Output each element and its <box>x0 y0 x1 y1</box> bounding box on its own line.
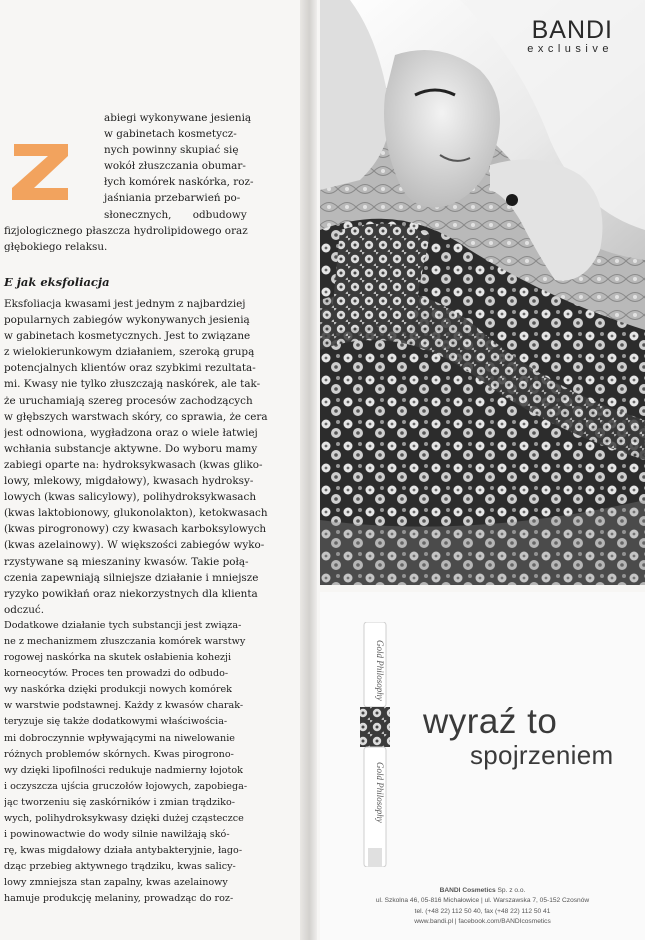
brand-name: BANDI <box>531 16 613 44</box>
body-line: ne z mechanizmem złuszczania komórek warstwy <box>4 635 246 647</box>
advert-footer <box>320 886 645 928</box>
body-line: czenia zapewniają silniejsze działanie i mniejsze <box>4 571 259 584</box>
product-name-top: Gold Philosophy <box>375 640 385 701</box>
lead-line: jaśniania przebarwień po- <box>104 192 241 205</box>
body-line: odczuć. <box>4 603 45 616</box>
article-lead <box>4 110 276 255</box>
body-line: rę, kwas migdałowy działa antybakteryjnie, łago- <box>4 845 243 857</box>
product-advert <box>320 592 645 940</box>
lead-line: abiegi wykonywane jesienią <box>104 112 252 124</box>
body-line: że uruchamiają szereg procesów zachodzących <box>4 394 253 407</box>
body-line: wchłania substancje aktywne. Do wyboru mamy <box>4 442 258 455</box>
product-tubes <box>356 622 396 867</box>
company-address: ul. Szkolna 46, 05-816 Michałowice | ul. Warszawska 7, 05-152 Czosnów <box>375 897 590 905</box>
body-line: ryzyko powikłań oraz niekorzystnych dla klienta <box>4 587 258 600</box>
lead-line: nych powinny skupiać się <box>104 144 239 157</box>
lead-line: łych komórek naskórka, roz- <box>104 176 254 189</box>
lead-line: fizjologicznego płaszcza hydrolipidowego oraz <box>4 224 248 237</box>
lead-line: w gabinetach kosmetycz- <box>104 128 237 141</box>
body-line: popularnych zabiegów wykonywanych jesienią <box>4 314 250 327</box>
body-line: rzystywane są mieszaniny kwasów. Takie połą- <box>4 555 249 568</box>
body-line: lowy, mlekowy, migdałowy), kwasach hydroksy- <box>4 475 254 488</box>
body-line: z wielokierunkowym działaniem, szeroką grupą <box>4 346 255 359</box>
slogan-line-2: spojrzeniem <box>470 740 614 770</box>
article-body <box>4 296 276 908</box>
body-line: i powinowactwie do wody silnie nawilżają skó- <box>4 829 230 841</box>
body-line: mi dobroczynnie wpływającymi na niwelowanie <box>4 732 235 744</box>
body-line: w warstwie podstawnej. Każdy z kwasów charak- <box>4 700 244 712</box>
body-line: lowy zmniejsza stan zapalny, kwas azelainowy <box>4 877 228 889</box>
lead-line: głębokiego relaksu. <box>4 240 108 253</box>
slogan-line-1: wyraź to <box>423 702 558 741</box>
body-line: mi. Kwasy nie tylko złuszczają naskórek, ale tak- <box>4 378 261 391</box>
body-line: teryzuje się także dodatkowymi właściwościa- <box>4 716 228 728</box>
lead-line: wokół złuszczania obumar- <box>104 160 246 173</box>
company-name: BANDI Cosmetics <box>439 887 496 894</box>
body-line: w gabinetach kosmetycznych. Jest to związane <box>4 330 251 343</box>
body-line: (kwas pirogronowy) czy kwasach karboksylowych <box>4 523 267 536</box>
body-line: jąc tworzeniu się zaskórników i zmian trądziko- <box>4 796 235 808</box>
company-phones: tel. (+48 22) 112 50 40, fax (+48 22) 112 50 41 <box>414 907 551 915</box>
body-line: zabiegi oparte na: hydroksykwasach (kwas gliko- <box>4 458 263 471</box>
body-line: (kwas laktobionowy, glukonolakton), ketokwasach <box>4 507 268 520</box>
company-web: www.bandi.pl | facebook.com/BANDIcosmetics <box>414 918 551 926</box>
body-line: rogowej naskórka na skutek osłabienia kohezji <box>4 652 232 664</box>
body-line: Dodatkowe działanie tych substancji jest związa- <box>4 619 242 631</box>
product-name-bottom: Gold Philosophy <box>375 762 385 823</box>
body-line: potencjalnych klientów oraz szybkimi rezultata- <box>4 362 256 375</box>
body-line: wych, polihydroksykwasy dzięki dużej cząsteczce <box>4 813 244 824</box>
body-line: jest odnowiona, wygładzona oraz o wiele łatwiej <box>4 426 258 439</box>
body-line: (kwas azelainowy). W większości zabiegów wyko- <box>4 539 265 552</box>
page-gutter <box>300 0 317 940</box>
hero-photo <box>320 0 645 585</box>
body-line: i oczyszcza ujścia gruczołów łojowych, zapobiega- <box>4 780 248 792</box>
body-line: różnych problemów skórnych. Kwas pirogrono- <box>4 748 234 760</box>
body-line: Eksfoliacja kwasami jest jednym z najbardziej <box>4 298 246 310</box>
body-line: hamuje produkcję melaniny, prowadząc do roz- <box>4 893 234 905</box>
body-line: wy dzięki lipofilności redukuje nadmierny łojotok <box>4 764 243 776</box>
lead-line: słonecznych, odbudowy <box>104 208 247 221</box>
article-subheading: E jak eksfoliacja <box>4 275 110 289</box>
company-suffix: Sp. z o.o. <box>497 887 526 894</box>
body-line: dząc przebieg aktywnego trądziku, kwas salicy- <box>4 861 236 873</box>
body-line: lowych (kwas salicylowy), polihydroksykwasach <box>4 491 257 504</box>
body-line: korneocytów. Proces ten prowadzi do odbudo- <box>4 668 229 680</box>
brand-logo <box>527 16 613 55</box>
photo-illustration <box>320 0 645 585</box>
brand-subtitle: exclusive <box>527 43 613 55</box>
body-line: w głębszych warstwach skóry, co sprawia, że cera <box>4 410 268 423</box>
body-line: wy naskórka dzięki produkcji nowych komórek <box>4 684 232 696</box>
